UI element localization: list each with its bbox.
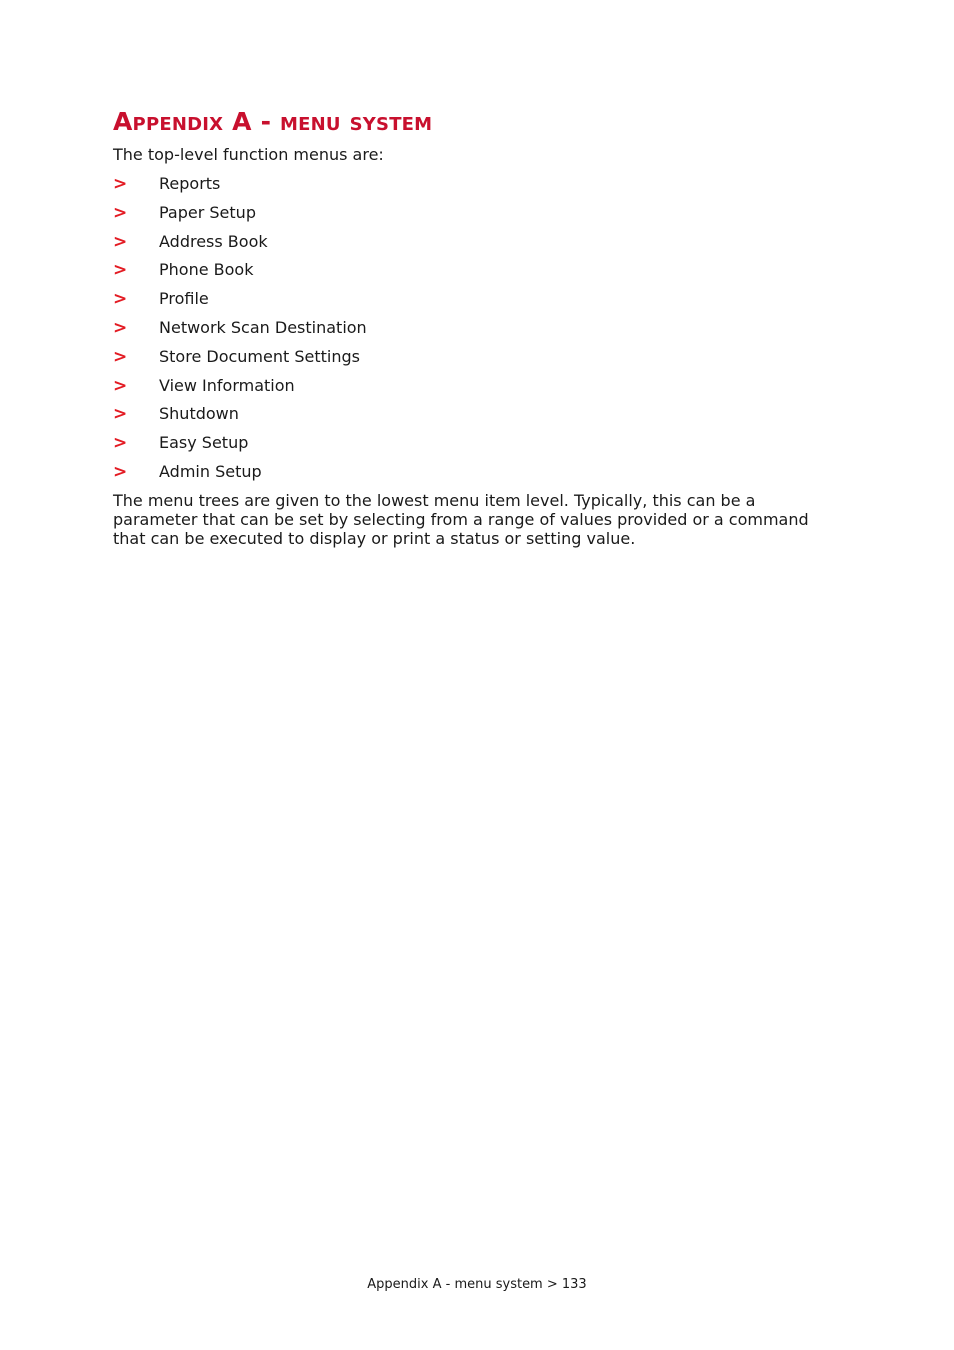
bullet-arrow-icon: >	[113, 231, 128, 252]
bullet-arrow-icon: >	[113, 433, 128, 454]
bullet-arrow-icon: >	[113, 260, 128, 281]
intro-text: The top-level function menus are:	[113, 145, 384, 164]
bullet-arrow-icon: >	[113, 289, 128, 310]
bullet-arrow-icon: >	[113, 404, 128, 425]
bullet-arrow-icon: >	[113, 346, 128, 367]
bullet-arrow-icon: >	[113, 375, 128, 396]
bullet-arrow-icon: >	[113, 317, 128, 338]
list-item-label: Phone Book	[159, 260, 254, 280]
page-footer: Appendix A - menu system > 133	[367, 1277, 587, 1292]
list-item-label: Admin Setup	[159, 461, 262, 481]
list-item	[113, 260, 367, 289]
bullet-arrow-icon: >	[113, 461, 128, 482]
list-item-label: View Information	[159, 375, 295, 395]
list-item-label: Profile	[159, 289, 209, 309]
list-item-label: Reports	[159, 174, 221, 193]
bullet-arrow-icon: >	[113, 202, 128, 223]
bullet-arrow-icon: >	[113, 174, 128, 194]
list-item-label: Easy Setup	[159, 433, 249, 453]
list-item	[113, 289, 367, 318]
list-item	[113, 232, 367, 261]
list-item	[113, 404, 367, 433]
menu-list	[113, 174, 367, 491]
list-item-label: Store Document Settings	[159, 346, 360, 366]
list-item-label: Network Scan Destination	[159, 317, 367, 337]
list-item-label: Shutdown	[159, 404, 239, 424]
list-item	[113, 203, 367, 232]
list-item	[113, 433, 367, 462]
list-item	[113, 174, 367, 203]
body-paragraph: The menu trees are given to the lowest menu item level. Typically, this can be a parameter that can be set by selecting from a range of values provided or a command that can be executed to display or print a status or setting value.	[113, 491, 809, 548]
list-item	[113, 376, 367, 405]
list-item	[113, 347, 367, 376]
list-item-label: Paper Setup	[159, 202, 256, 222]
page-title: Appendix A - menu system	[113, 107, 433, 136]
list-item-label: Address Book	[159, 231, 268, 251]
list-item	[113, 462, 367, 491]
list-item	[113, 318, 367, 347]
